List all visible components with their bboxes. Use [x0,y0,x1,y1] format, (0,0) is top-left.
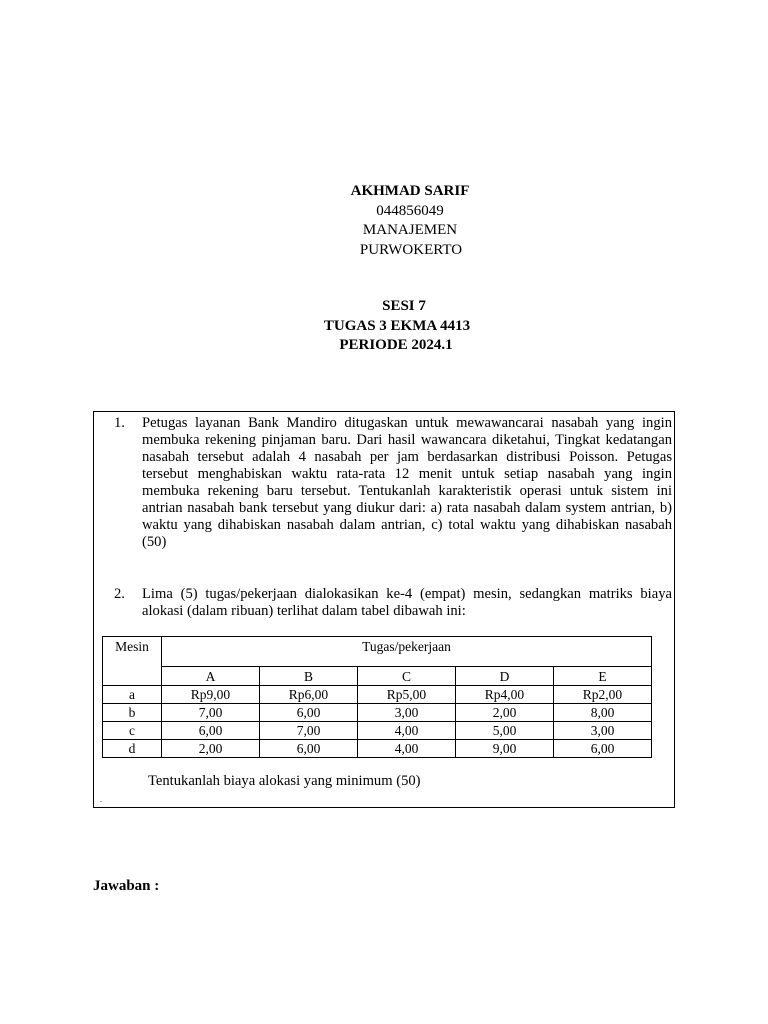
table-cell: 8,00 [554,704,652,722]
table-cell: Rp2,00 [554,686,652,704]
table-cell: Rp5,00 [358,686,456,704]
table-column-header: E [554,667,652,686]
table-cell: 4,00 [358,740,456,758]
study-program: MANAJEMEN [362,222,458,238]
table-cell: 7,00 [162,704,260,722]
question-text: Lima (5) tugas/pekerjaan dialokasikan ke-4 (empat) mesin, sedangkan matriks biaya alokasi (dalam ribuan) terlihat dalam tabel dibawah ini: [142,586,672,619]
table-cell: 6,00 [162,722,260,740]
table-cell: 3,00 [358,704,456,722]
question-1 [114,415,672,551]
table-column-header: C [358,667,456,686]
table-column-header: B [260,667,358,686]
table-cell: Rp6,00 [260,686,358,704]
row-label: d [103,740,162,758]
table-row [103,740,652,758]
student-id: 044856049 [376,202,444,219]
table-cell: 2,00 [456,704,554,722]
table-corner-header: Mesin [103,637,162,686]
table-cell: 4,00 [358,722,456,740]
table-cell: 9,00 [456,740,554,758]
table-cell: 2,00 [162,740,260,758]
table-column-header: A [162,667,260,686]
table-row [103,704,652,722]
table-cell: 3,00 [554,722,652,740]
assignment-title: TUGAS 3 EKMA 4413 [323,317,471,334]
row-label: c [103,722,162,740]
answer-label: Jawaban : [93,878,160,894]
table-row [103,722,652,740]
identity-block [0,182,768,260]
question-2 [114,586,672,620]
table-row [103,686,652,704]
table-cell: 6,00 [260,740,358,758]
table-cell: 7,00 [260,722,358,740]
question-box [93,411,675,808]
session-title: SESI 7 [382,298,426,314]
table-column-header: D [456,667,554,686]
table-cell: 5,00 [456,722,554,740]
table-cell: 6,00 [260,704,358,722]
table-group-header: Tugas/pekerjaan [162,637,652,667]
question-text: Petugas layanan Bank Mandiro ditugaskan untuk mewawancarai nasabah yang ingin membuka rekening pinjaman baru. Dari hasil wawancara diketahui, Tingkat kedatangan nasabah tersebut adalah 4 nasabah per jam berdasarkan distribusi Poisson. Petugas tersebut menghabiskan waktu rata-rata 12 menit untuk setiap nasabah yang ingin membuka rekening baru tersebut. Tentukanlah karakteristik operasi untuk sistem ini antrian nasabah bank tersebut yang diukur dari: a) rata nasabah dalam system antrian, b) waktu yang dihabiskan nasabah dalam antrian, c) total waktu yang dihabiskan nasabah (50) [142,415,672,550]
question-number: 1. [114,415,125,431]
allocation-cost-table [102,636,652,758]
row-label: a [103,686,162,704]
table-cell: Rp9,00 [162,686,260,704]
table-cell: Rp4,00 [456,686,554,704]
row-label: b [103,704,162,722]
question-number: 2. [114,586,125,602]
stray-mark: . [100,795,102,804]
student-name: AKHMAD SARIF [350,183,470,199]
table-cell: 6,00 [554,740,652,758]
period-title: PERIODE 2024.1 [339,337,453,353]
city: PURWOKERTO [359,241,463,258]
instruction-text: Tentukanlah biaya alokasi yang minimum (50) [148,773,421,789]
session-block [0,297,768,356]
